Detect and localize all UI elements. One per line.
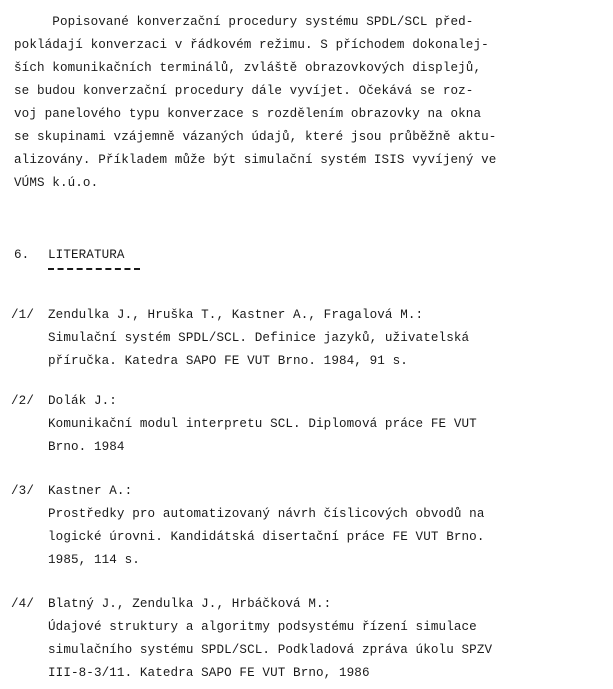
intro-line: ších komunikačních terminálů, zvláště obrazovkových displejů, xyxy=(14,61,482,75)
reference-authors: Blatný J., Zendulka J., Hrbáčková M.: xyxy=(48,597,332,611)
intro-line: se budou konverzační procedury dále vyvíjet. Očekává se roz- xyxy=(14,84,474,98)
reference-line: příručka. Katedra SAPO FE VUT Brno. 1984, 91 s. xyxy=(48,354,408,368)
reference-marker: /1/ xyxy=(11,308,34,322)
reference-line: Komunikační modul interpretu SCL. Diplomová práce FE VUT xyxy=(48,417,477,431)
intro-line: voj panelového typu konverzace s rozdělením obrazovky na okna xyxy=(14,107,482,121)
reference-marker: /4/ xyxy=(11,597,34,611)
reference-line: III-8-3/11. Katedra SAPO FE VUT Brno, 1986 xyxy=(48,666,370,680)
reference-authors: Dolák J.: xyxy=(48,394,117,408)
section-title-underline xyxy=(48,268,140,270)
reference-line: Simulační systém SPDL/SCL. Definice jazyků, uživatelská xyxy=(48,331,470,345)
intro-line: VÚMS k.ú.o. xyxy=(14,176,99,190)
reference-authors: Zendulka J., Hruška T., Kastner A., Fragalová M.: xyxy=(48,308,424,322)
section-title: LITERATURA xyxy=(48,248,125,262)
intro-line: pokládají konverzaci v řádkovém režimu. S příchodem dokonalej- xyxy=(14,38,489,52)
intro-line: se skupinami vzájemně vázaných údajů, které jsou průběžně aktu- xyxy=(14,130,497,144)
reference-line: Údajové struktury a algoritmy podsystému řízení simulace xyxy=(48,620,477,634)
reference-marker: /3/ xyxy=(11,484,34,498)
reference-line: Brno. 1984 xyxy=(48,440,125,454)
reference-authors: Kastner A.: xyxy=(48,484,133,498)
reference-line: 1985, 114 s. xyxy=(48,553,140,567)
section-number: 6. xyxy=(14,248,30,262)
reference-line: logické úrovni. Kandidátská disertační práce FE VUT Brno. xyxy=(48,530,485,544)
intro-line: alizovány. Příkladem může být simulační systém ISIS vyvíjený ve xyxy=(14,153,497,167)
reference-line: Prostředky pro automatizovaný návrh číslicových obvodů na xyxy=(48,507,485,521)
reference-line: simulačního systému SPDL/SCL. Podkladová zpráva úkolu SPZV xyxy=(48,643,493,657)
reference-marker: /2/ xyxy=(11,394,34,408)
intro-line: Popisované konverzační procedury systému SPDL/SCL před- xyxy=(14,15,474,29)
